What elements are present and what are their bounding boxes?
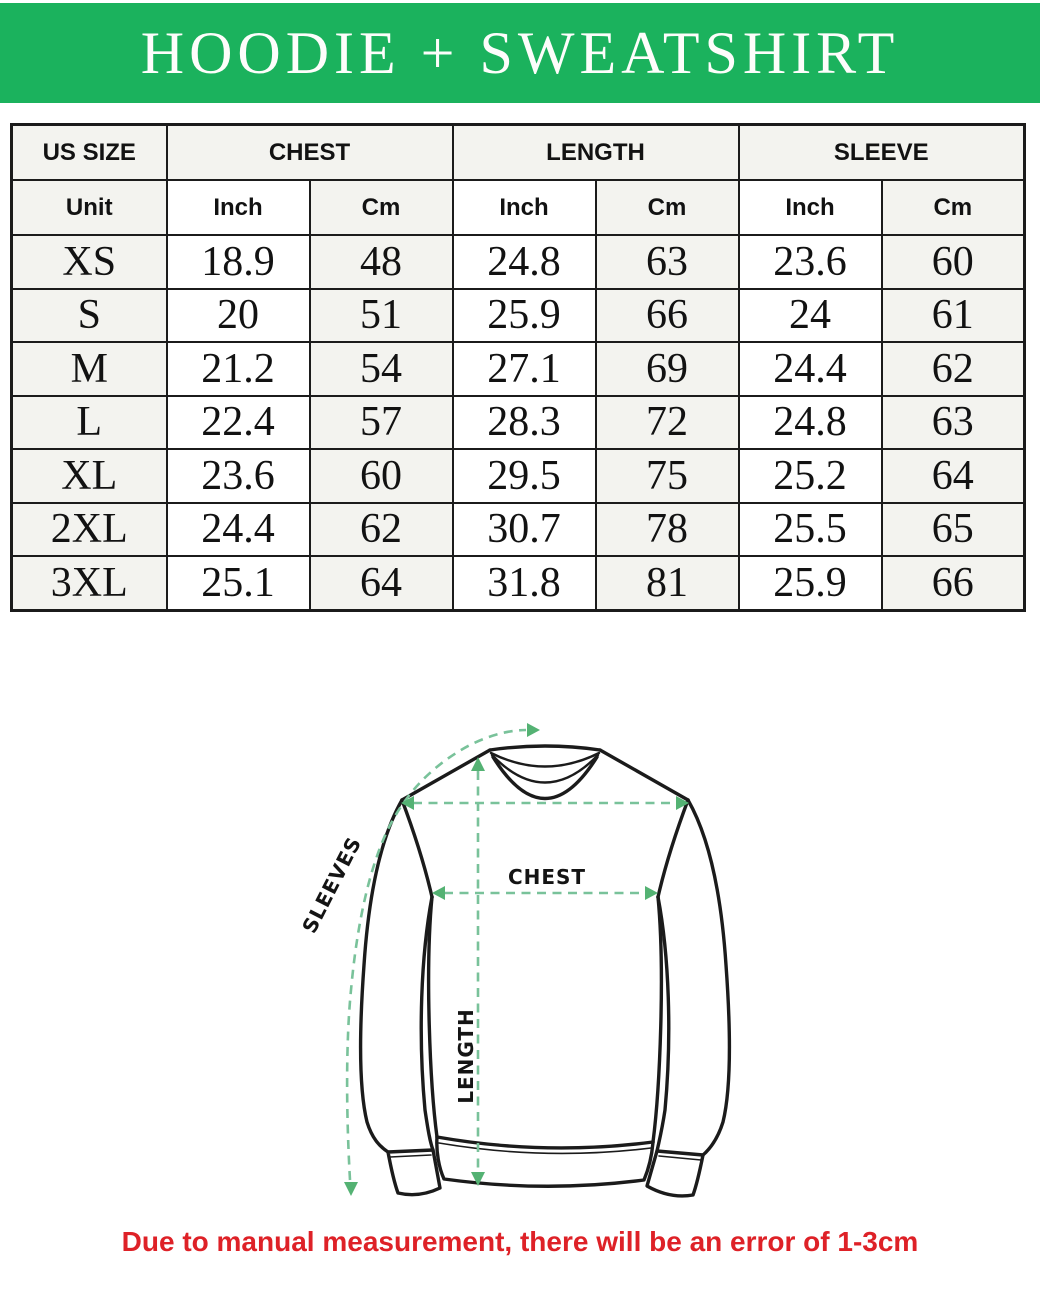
unit-header-inch: Inch bbox=[739, 180, 882, 235]
cuff-left-seam bbox=[390, 1155, 431, 1157]
measurement-value-cell: 25.9 bbox=[739, 556, 882, 610]
measurement-value-cell: 63 bbox=[596, 235, 739, 289]
unit-header-cm: Cm bbox=[596, 180, 739, 235]
measurement-value-cell: 21.2 bbox=[167, 342, 310, 396]
cuff-right-seam bbox=[659, 1156, 701, 1160]
size-row-M bbox=[12, 342, 1025, 396]
sleeve-left-outer bbox=[361, 800, 402, 1152]
measurement-value-cell: 72 bbox=[596, 396, 739, 450]
sleeve-right-inner bbox=[657, 897, 669, 1151]
sleeves-label: SLEEVES bbox=[297, 832, 367, 938]
sleeve-left-inner bbox=[421, 897, 433, 1150]
measurement-value-cell: 60 bbox=[310, 449, 453, 503]
measurement-value-cell: 62 bbox=[882, 342, 1025, 396]
armhole-seam-left bbox=[402, 800, 432, 897]
size-cell: L bbox=[12, 396, 167, 450]
size-table-head bbox=[12, 125, 1025, 236]
unit-header-inch: Inch bbox=[167, 180, 310, 235]
measurement-lines bbox=[347, 730, 677, 1180]
size-cell: 2XL bbox=[12, 503, 167, 557]
sleeve-measure-line bbox=[347, 730, 526, 1180]
measurement-value-cell: 25.2 bbox=[739, 449, 882, 503]
measurement-value-cell: 27.1 bbox=[453, 342, 596, 396]
sweatshirt-measurement-diagram bbox=[280, 690, 800, 1210]
measurement-value-cell: 31.8 bbox=[453, 556, 596, 610]
measurement-value-cell: 30.7 bbox=[453, 503, 596, 557]
measurement-value-cell: 28.3 bbox=[453, 396, 596, 450]
measurement-value-cell: 29.5 bbox=[453, 449, 596, 503]
unit-header-inch: Inch bbox=[453, 180, 596, 235]
measurement-value-cell: 23.6 bbox=[167, 449, 310, 503]
size-row-L bbox=[12, 396, 1025, 450]
size-cell: S bbox=[12, 289, 167, 343]
measurement-value-cell: 25.1 bbox=[167, 556, 310, 610]
armhole-seam-right bbox=[658, 800, 688, 897]
col-header-chest: CHEST bbox=[167, 125, 453, 181]
unit-header-cm: Cm bbox=[310, 180, 453, 235]
measurement-value-cell: 25.9 bbox=[453, 289, 596, 343]
size-cell: 3XL bbox=[12, 556, 167, 610]
size-row-XS bbox=[12, 235, 1025, 289]
measurement-value-cell: 24 bbox=[739, 289, 882, 343]
measurement-value-cell: 65 bbox=[882, 503, 1025, 557]
measurement-value-cell: 51 bbox=[310, 289, 453, 343]
col-header-length: LENGTH bbox=[453, 125, 739, 181]
measurement-value-cell: 61 bbox=[882, 289, 1025, 343]
body-left-side bbox=[429, 897, 437, 1137]
size-row-3XL bbox=[12, 556, 1025, 610]
measurement-note: Due to manual measurement, there will be an error of 1-3cm bbox=[121, 1226, 919, 1257]
size-table bbox=[10, 123, 1026, 612]
size-cell: XL bbox=[12, 449, 167, 503]
measurement-value-cell: 24.4 bbox=[167, 503, 310, 557]
size-cell: M bbox=[12, 342, 167, 396]
measurement-value-cell: 69 bbox=[596, 342, 739, 396]
measurement-value-cell: 60 bbox=[882, 235, 1025, 289]
measurement-value-cell: 54 bbox=[310, 342, 453, 396]
unit-header-cm: Cm bbox=[882, 180, 1025, 235]
measurement-value-cell: 66 bbox=[596, 289, 739, 343]
chest-arrow-right bbox=[645, 886, 658, 900]
measurement-value-cell: 57 bbox=[310, 396, 453, 450]
measurement-value-cell: 23.6 bbox=[739, 235, 882, 289]
unit-header: Unit bbox=[12, 180, 167, 235]
body-right-side bbox=[653, 897, 661, 1142]
hem-seam bbox=[437, 1137, 653, 1148]
measurement-labels bbox=[297, 833, 586, 1104]
measurement-value-cell: 66 bbox=[882, 556, 1025, 610]
chest-arrow-left bbox=[432, 886, 445, 900]
measurement-value-cell: 48 bbox=[310, 235, 453, 289]
measurement-value-cell: 24.8 bbox=[453, 235, 596, 289]
measurement-value-cell: 24.4 bbox=[739, 342, 882, 396]
table-unit-row bbox=[12, 180, 1025, 235]
size-row-2XL bbox=[12, 503, 1025, 557]
measurement-value-cell: 64 bbox=[310, 556, 453, 610]
measurement-value-cell: 63 bbox=[882, 396, 1025, 450]
sleeve-right-outer bbox=[688, 800, 729, 1155]
measurement-value-cell: 22.4 bbox=[167, 396, 310, 450]
measurement-value-cell: 78 bbox=[596, 503, 739, 557]
measurement-arrows bbox=[344, 723, 689, 1196]
page-title: HOODIE + SWEATSHIRT bbox=[140, 19, 900, 86]
length-label: LENGTH bbox=[454, 1008, 478, 1104]
measurement-value-cell: 25.5 bbox=[739, 503, 882, 557]
col-header-sleeve: SLEEVE bbox=[739, 125, 1025, 181]
collar-rib-1 bbox=[491, 753, 599, 767]
collar-top bbox=[490, 746, 600, 750]
sweatshirt-outline bbox=[361, 746, 730, 1196]
shoulder-right bbox=[600, 750, 688, 800]
banner bbox=[0, 3, 1040, 103]
sleeve-arrow-end bbox=[527, 723, 540, 737]
size-table-body bbox=[12, 235, 1025, 610]
measurement-value-cell: 24.8 bbox=[739, 396, 882, 450]
col-header-us-size: US SIZE bbox=[12, 125, 167, 181]
measurement-value-cell: 62 bbox=[310, 503, 453, 557]
size-row-XL bbox=[12, 449, 1025, 503]
sleeve-arrow-down bbox=[344, 1182, 358, 1196]
table-group-header-row bbox=[12, 125, 1025, 181]
size-row-S bbox=[12, 289, 1025, 343]
measurement-value-cell: 81 bbox=[596, 556, 739, 610]
measurement-value-cell: 75 bbox=[596, 449, 739, 503]
size-cell: XS bbox=[12, 235, 167, 289]
collar-bottom bbox=[493, 757, 597, 799]
measurement-value-cell: 20 bbox=[167, 289, 310, 343]
measurement-value-cell: 18.9 bbox=[167, 235, 310, 289]
measurement-value-cell: 64 bbox=[882, 449, 1025, 503]
chest-label: CHEST bbox=[507, 865, 587, 889]
